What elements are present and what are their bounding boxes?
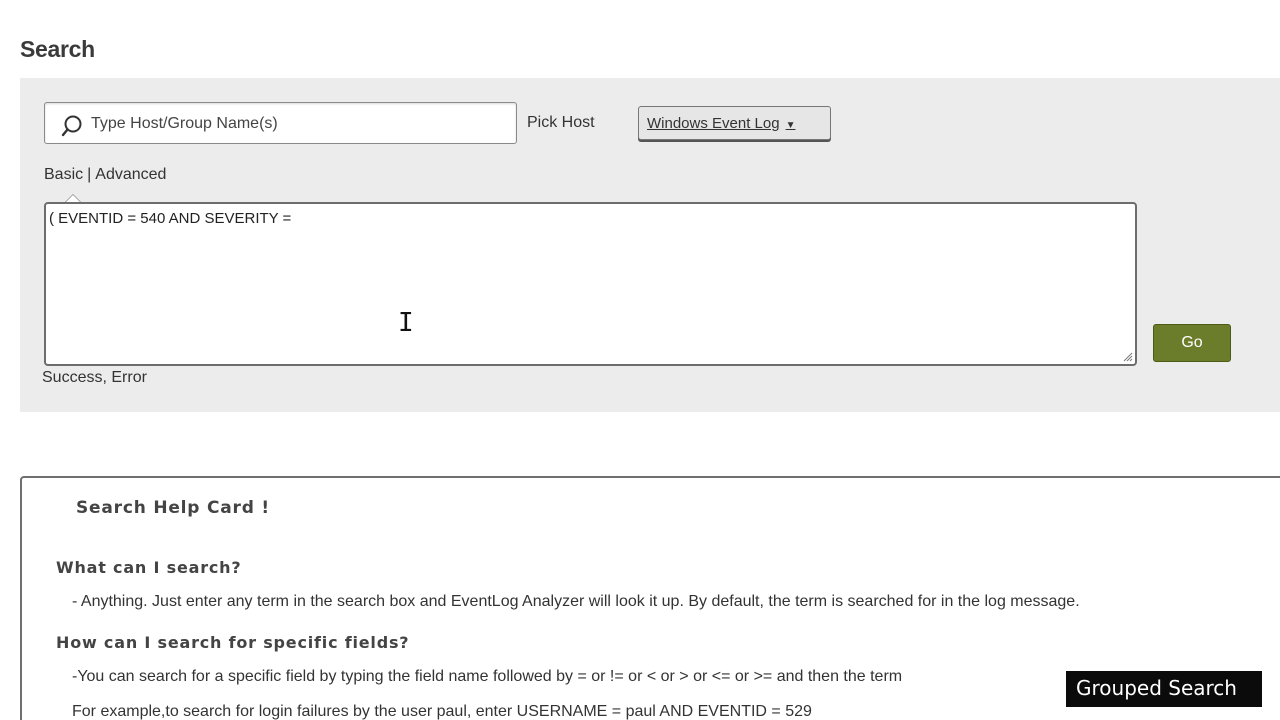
tab-advanced[interactable]: Advanced [95, 166, 167, 183]
search-mode-tabs [44, 166, 166, 184]
chevron-down-icon: ▼ [785, 120, 796, 131]
help-answer: -You can search for a specific field by typing the field name followed by = or != or < or > or <= or >= and then the term [72, 668, 903, 685]
host-search-field[interactable] [44, 102, 517, 144]
help-card-title: Search Help Card ! [76, 498, 270, 518]
help-answer: - Anything. Just enter any term in the search box and EventLog Analyzer will look it up. By default, the term is searched for in the log message. [72, 593, 1080, 610]
search-icon [61, 115, 83, 137]
search-panel [20, 78, 1280, 412]
text-cursor-icon: I [398, 308, 414, 338]
resize-handle-icon[interactable] [1121, 350, 1133, 362]
help-example: For example,to search for login failures by the user paul, enter USERNAME = paul AND EVENTID = 529 [72, 703, 812, 720]
page-title: Search [20, 36, 95, 62]
go-button[interactable]: Go [1153, 324, 1231, 362]
tab-separator: | [87, 166, 92, 183]
query-box[interactable] [44, 202, 1137, 366]
pick-host-link[interactable]: Pick Host [527, 114, 595, 131]
tab-basic[interactable]: Basic [44, 166, 84, 183]
value-suggestions[interactable]: Success, Error [42, 369, 147, 386]
log-type-selected: Windows Event Log [647, 115, 780, 132]
log-type-dropdown[interactable] [638, 106, 831, 140]
query-input[interactable] [46, 204, 1135, 364]
host-input[interactable] [91, 111, 501, 137]
video-caption: Grouped Search [1066, 671, 1262, 707]
help-question: What can I search? [56, 558, 242, 577]
help-question: How can I search for specific fields? [56, 633, 410, 652]
